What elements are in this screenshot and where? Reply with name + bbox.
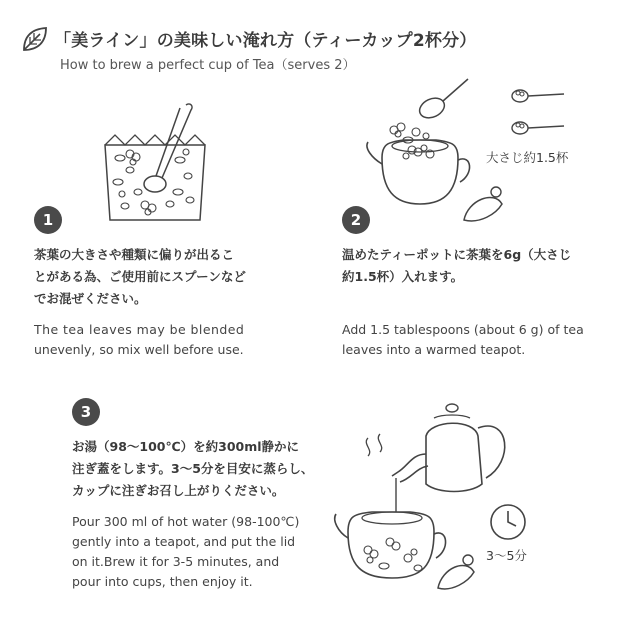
step-1-en-text: The tea leaves may be blended unevenly, so mix well before use. xyxy=(34,322,245,357)
page-title: 「美ライン」の美味しい淹れ方（ティーカップ2杯分） xyxy=(54,31,477,51)
step-1-badge: 1 xyxy=(34,206,62,234)
page-subtitle: How to brew a perfect cup of Tea（serves 2） xyxy=(60,58,356,73)
step-2-jp-text: 温めたティーポットに茶葉を6g（大さじ 約1.5杯）入れます。 xyxy=(342,247,572,284)
clock-icon xyxy=(488,502,528,542)
spoon-measure-label: 大さじ約1.5杯 xyxy=(486,150,569,165)
tea-bag-illustration xyxy=(100,100,210,225)
step-3-en-text: Pour 300 ml of hot water (98-100℃) gently into a teapot, and put the lid on it.Brew it for 3-5 minutes, and pour into cups, then enjoy it. xyxy=(72,514,300,589)
step-2-en-text: Add 1.5 tablespoons (about 6 g) of tea leaves into a warmed teapot. xyxy=(342,322,584,357)
step-2-badge: 2 xyxy=(342,206,370,234)
brew-time-label: 3～5分 xyxy=(486,548,527,563)
leaf-icon xyxy=(20,24,50,54)
step-3-jp-text: お湯（98～100℃）を約300ml静かに 注ぎ蓋をします。3～5分を目安に蒸らし、 カップに注ぎお召し上がりください。 xyxy=(72,439,314,498)
step-3-badge: 3 xyxy=(72,398,100,426)
pouring-illustration xyxy=(338,392,518,600)
step-1-jp-text: 茶葉の大きさや種類に偏りが出るこ とがある為、ご使用前にスプーンなど でお混ぜください。 xyxy=(34,247,246,306)
